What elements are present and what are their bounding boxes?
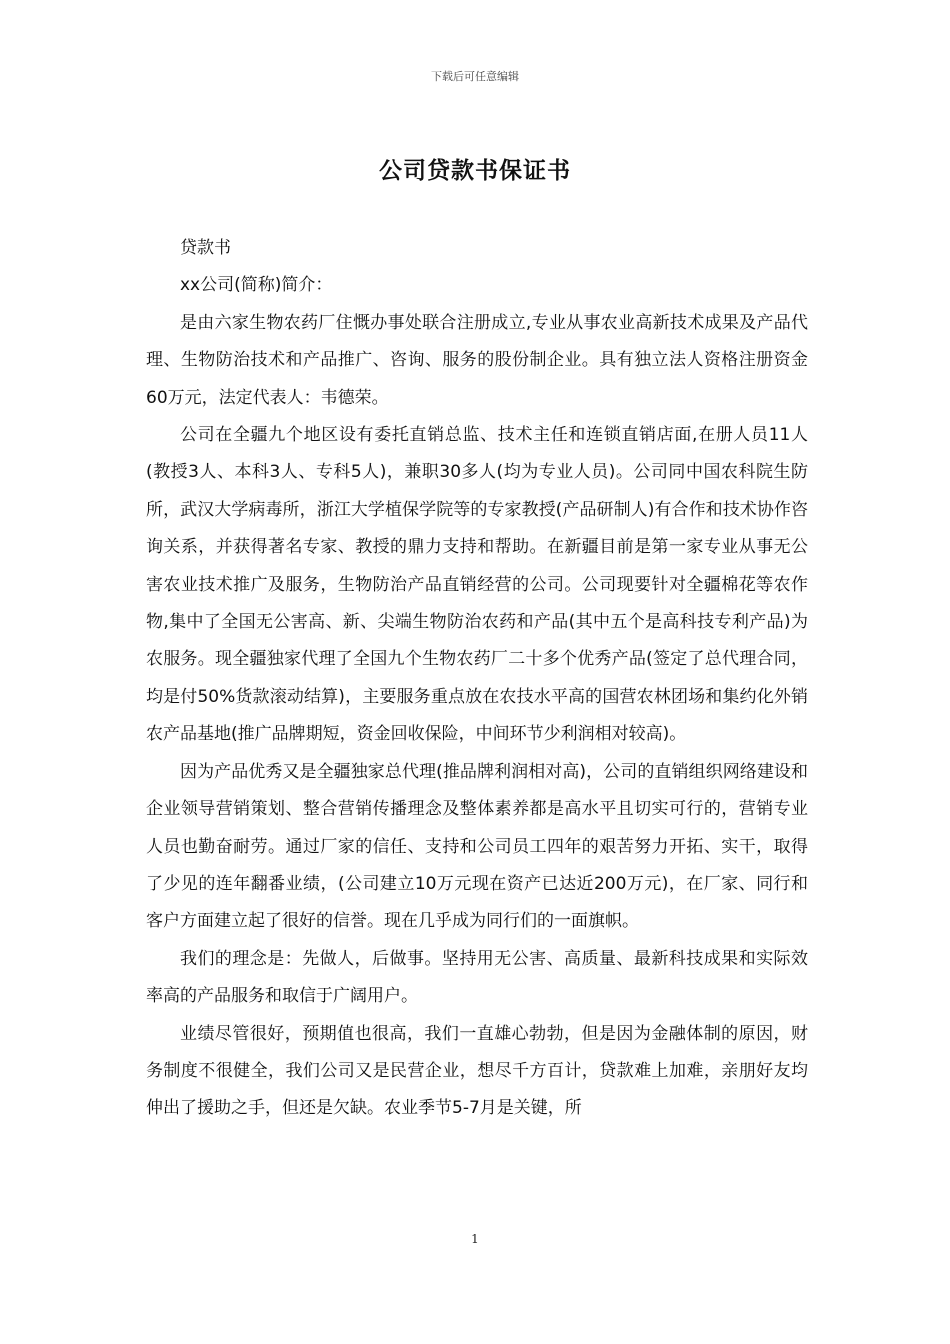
page-header-note: 下载后可任意编辑 — [431, 70, 519, 83]
paragraph-company-intro-heading: xx公司(简称)简介： — [180, 275, 333, 296]
paragraph-funding-need: 业绩尽管很好，预期值也很高，我们一直雄心勃勃，但是因为金融体制的原因，财务制度不很健全，我们公司又是民营企业，想尽千方百计，贷款难上加难，亲朋好友均伸出了援助之手，但还是欠缺。农业季节5-7月是关键，所 — [146, 1023, 808, 1119]
document-body — [146, 230, 808, 1128]
paragraph-loan-heading: 贷款书 — [180, 238, 231, 258]
page-number: 1 — [471, 1232, 479, 1246]
paragraph-company-performance: 因为产品优秀又是全疆独家总代理(推品牌利润相对高)，公司的直销组织网络建设和企业领导营销策划、整合营销传播理念及整体素养都是高水平且切实可行的，营销专业人员也勤奋耐劳。通过厂家的信任、支持和公司员工四年的艰苦努力开拓、实干，取得了少见的连年翻番业绩，(公司建立10万元现在资产已达近200万元)，在厂家、同行和客户方面建立起了很好的信誉。现在几乎成为同行们的一面旗帜。 — [146, 761, 808, 932]
paragraph-company-philosophy: 我们的理念是：先做人，后做事。坚持用无公害、高质量、最新科技成果和实际效率高的产品服务和取信于广阔用户。 — [146, 948, 808, 1007]
document-title: 公司贷款书保证书 — [379, 158, 571, 184]
paragraph-company-network: 公司在全疆九个地区设有委托直销总监、技术主任和连锁直销店面,在册人员11人(教授3人、本科3人、专科5人)，兼职30多人(均为专业人员)。公司同中国农科院生防所，武汉大学病毒所，浙江大学植保学院等的专家教授(产品研制人)有合作和技术协作咨询关系，并获得著名专家、教授的鼎力支持和帮助。在新疆目前是第一家专业从事无公害农业技术推广及服务，生物防治产品直销经营的公司。公司现要针对全疆棉花等农作物,集中了全国无公害高、新、尖端生物防治农药和产品(其中五个是高科技专利产品)为农服务。现全疆独家代理了全国九个生物农药厂二十多个优秀产品(签定了总代理合同，均是付50%货款滚动结算)，主要服务重点放在农技水平高的国营农林团场和集约化外销农产品基地(推广品牌期短，资金回收保险，中间环节少利润相对较高)。 — [146, 425, 808, 745]
paragraph-company-founding: 是由六家生物农药厂住慨办事处联合注册成立,专业从事农业高新技术成果及产品代理、生物防治技术和产品推广、咨询、服务的股份制企业。具有独立法人资格注册资金60万元，法定代表人：韦德荣。 — [146, 312, 808, 408]
